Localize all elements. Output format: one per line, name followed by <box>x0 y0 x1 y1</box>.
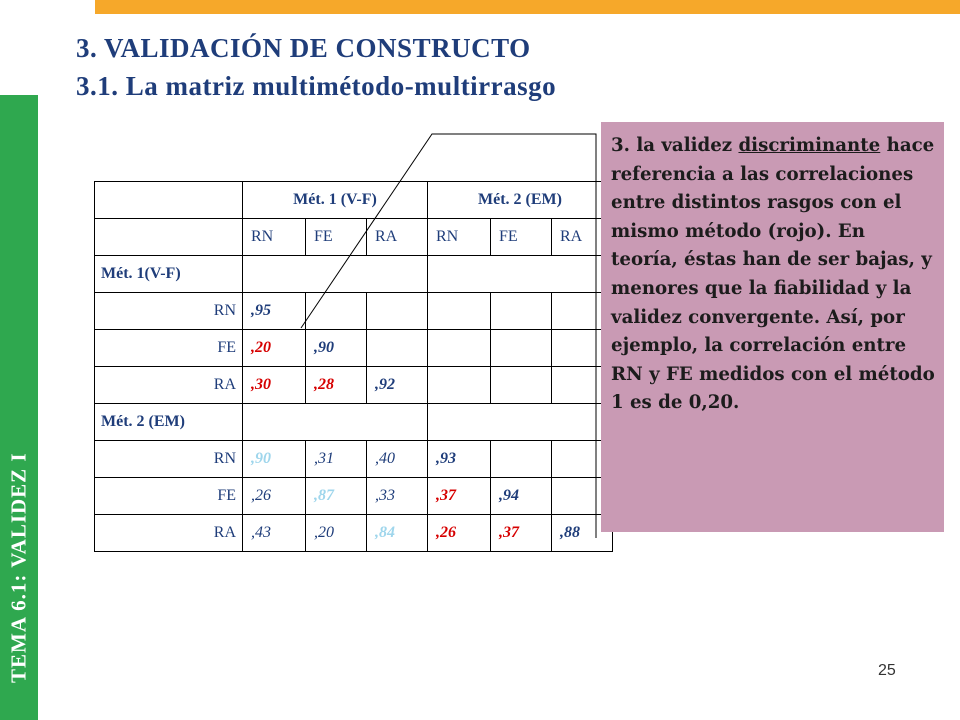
section-row-method1 <box>95 256 613 293</box>
matrix-value: ,90 <box>306 330 367 367</box>
section-empty-cell <box>243 256 428 293</box>
matrix-value: ,33 <box>367 478 428 515</box>
row-trait-label: RA <box>95 367 243 404</box>
table-row <box>95 330 613 367</box>
note-text-before: 3. la validez <box>611 135 739 156</box>
matrix-value: ,88 <box>552 515 613 552</box>
mtmm-matrix <box>94 181 613 552</box>
matrix-method-header-row <box>95 182 613 219</box>
empty-cell <box>428 293 491 330</box>
matrix-corner-cell <box>95 182 243 219</box>
slide-subtitle: 3.1. La matriz multimétodo-multirrasgo <box>76 71 557 101</box>
empty-cell <box>491 293 552 330</box>
note-keyword: discriminante <box>738 135 881 156</box>
section-empty-cell <box>428 404 613 441</box>
empty-cell <box>367 293 428 330</box>
matrix-value: ,95 <box>243 293 306 330</box>
trait-header: RN <box>243 219 306 256</box>
page-number: 25 <box>878 662 896 679</box>
section-row-method2 <box>95 404 613 441</box>
empty-cell <box>491 441 552 478</box>
matrix-value: ,94 <box>491 478 552 515</box>
row-trait-label: RN <box>95 293 243 330</box>
table-row <box>95 478 613 515</box>
matrix-value: ,20 <box>306 515 367 552</box>
trait-header: RA <box>367 219 428 256</box>
empty-cell <box>428 330 491 367</box>
sidebar-label: TEMA 6.1: VALIDEZ I <box>6 452 31 683</box>
matrix-value: ,20 <box>243 330 306 367</box>
empty-cell <box>491 330 552 367</box>
table-row <box>95 293 613 330</box>
row-trait-label: FE <box>95 330 243 367</box>
matrix-value: ,31 <box>306 441 367 478</box>
trait-header: FE <box>306 219 367 256</box>
trait-header: FE <box>491 219 552 256</box>
matrix-value: ,93 <box>428 441 491 478</box>
empty-cell <box>367 330 428 367</box>
empty-cell <box>491 367 552 404</box>
matrix-value: ,28 <box>306 367 367 404</box>
empty-cell <box>428 367 491 404</box>
section-label-method2: Mét. 2 (EM) <box>95 404 243 441</box>
method1-header: Mét. 1 (V-F) <box>243 182 428 219</box>
matrix-value: ,40 <box>367 441 428 478</box>
section-empty-cell <box>243 404 428 441</box>
trait-header: RA <box>552 219 613 256</box>
matrix-value: ,84 <box>367 515 428 552</box>
note-callout-box <box>601 122 944 532</box>
method2-header: Mét. 2 (EM) <box>428 182 613 219</box>
top-accent-bar <box>95 0 960 14</box>
empty-cell <box>306 293 367 330</box>
matrix-value: ,26 <box>428 515 491 552</box>
row-trait-label: RA <box>95 515 243 552</box>
sidebar-label-container <box>0 95 38 720</box>
note-text-after: hace referencia a las correlaciones entre distintos rasgos con el mismo método (rojo). En teoría, éstas han de ser bajas, y menores que la fiabilidad y la validez convergente. Así, por ejemplo, la correlación entre RN y FE medidos con el método 1 es de 0,20. <box>611 135 935 414</box>
matrix-value: ,43 <box>243 515 306 552</box>
table-row <box>95 515 613 552</box>
matrix-value: ,30 <box>243 367 306 404</box>
matrix-value: ,26 <box>243 478 306 515</box>
section-label-method1: Mét. 1(V-F) <box>95 256 243 293</box>
table-row <box>95 367 613 404</box>
matrix-value: ,92 <box>367 367 428 404</box>
row-trait-label: RN <box>95 441 243 478</box>
trait-header: RN <box>428 219 491 256</box>
matrix-value: ,37 <box>428 478 491 515</box>
row-trait-label: FE <box>95 478 243 515</box>
matrix-value: ,90 <box>243 441 306 478</box>
matrix-value: ,87 <box>306 478 367 515</box>
section-empty-cell <box>428 256 613 293</box>
slide-title: 3. VALIDACIÓN DE CONSTRUCTO <box>76 33 531 63</box>
note-text <box>611 132 936 418</box>
matrix-corner-cell <box>95 219 243 256</box>
matrix-value: ,37 <box>491 515 552 552</box>
matrix-trait-header-row <box>95 219 613 256</box>
table-row <box>95 441 613 478</box>
